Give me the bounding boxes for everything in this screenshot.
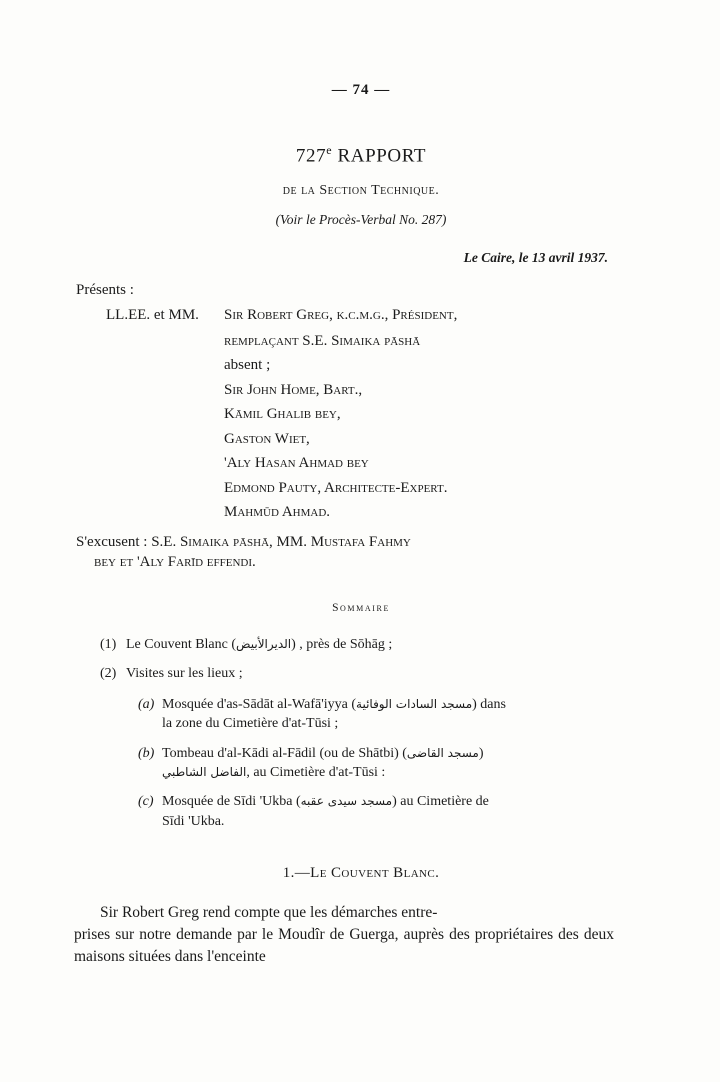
list-text-cont-label: , au Cimetière d'at-Tūsi :	[246, 764, 386, 780]
report-title-prefix: 727	[295, 145, 327, 167]
list-marker: (a)	[138, 696, 155, 712]
attendee-lead-in: LL.EE. et MM.	[106, 307, 199, 324]
arabic-term: مسجد سيدى عقبه	[300, 794, 393, 809]
list-item	[138, 744, 626, 783]
list-text: Visites sur les lieux ;	[126, 666, 243, 682]
attendee-name: Gaston Wiet,	[224, 430, 310, 447]
report-reference: (Voir le Procès-Verbal No. 287)	[275, 212, 447, 228]
list-text: Mosquée de Sīdi 'Ukba (	[162, 794, 301, 810]
report-title-rest: RAPPORT	[332, 145, 427, 167]
list-marker: (1)	[100, 637, 117, 653]
excused-names: S.E. Simaika pāshā, MM. Mustafa Fahmy	[147, 534, 411, 551]
list-item	[138, 792, 626, 831]
list-marker: (b)	[138, 745, 155, 761]
list-text: Tombeau d'al-Kādi al-Fādil (ou de Shātbi) (	[162, 745, 407, 761]
attendee-name: Kāmil Ghalib bey,	[224, 406, 341, 423]
section-heading: 1.—Le Couvent Blanc.	[282, 864, 440, 881]
list-text-cont	[162, 763, 626, 782]
arabic-term: مسجد السادات الوفائية	[356, 696, 473, 711]
report-title-ordinal: e	[326, 143, 333, 157]
list-text-after: )	[478, 745, 484, 761]
attendee-name: Sir John Home, Bart.,	[224, 381, 363, 398]
paragraph-first-line: Sir Robert Greg rend compte que les démarches entre-	[100, 903, 438, 921]
list-marker: (2)	[100, 666, 117, 682]
attendee-name: 'Aly Hasan Ahmad bey	[224, 455, 369, 472]
attendee-name: Sir Robert Greg, k.c.m.g., Président,	[224, 307, 458, 324]
list-text-after: ) , près de Sōhāg ;	[291, 637, 393, 653]
list-text-cont: Sīdi 'Ukba.	[162, 813, 225, 829]
list-text-after: ) au Cimetière de	[392, 794, 489, 810]
excused-list	[76, 533, 626, 572]
paragraph-rest: prises sur notre demande par le Moudîr de Guerga, auprès des propriétaires des deux maisons situées dans l'enceinte	[74, 925, 614, 965]
attendee-name: Edmond Pauty, Architecte-Expert.	[224, 479, 448, 496]
list-item	[100, 665, 626, 683]
list-text-after: ) dans	[472, 696, 506, 712]
report-title	[96, 143, 626, 167]
list-text: Mosquée d'as-Sādāt al-Wafā'iyya (	[162, 696, 357, 712]
page-number: — 74 —	[331, 82, 391, 98]
page-content	[74, 0, 626, 968]
summary-heading: Sommaire	[332, 602, 390, 615]
attendee-name: remplaçant S.E. Simaika pāshā	[224, 332, 421, 349]
arabic-term: مسجد القاضى	[406, 745, 479, 760]
present-label: Présents :	[76, 282, 134, 299]
attendee-row	[106, 307, 626, 325]
arabic-term: الديرالأبيض	[236, 637, 292, 652]
excused-label: S'excusent :	[76, 534, 148, 551]
list-text: Le Couvent Blanc (	[126, 637, 237, 653]
attendee-list	[106, 307, 626, 521]
excused-names-cont: bey et 'Aly Farīd effendi.	[94, 553, 256, 570]
list-item	[138, 695, 626, 734]
list-text-cont: la zone du Cimetière d'at-Tūsi ;	[162, 716, 339, 732]
attendee-name: Mahmūd Ahmad.	[224, 504, 331, 521]
report-subtitle: de la Section Technique.	[282, 183, 440, 199]
attendee-name: absent ;	[224, 357, 271, 374]
dateline: Le Caire, le 13 avril 1937.	[463, 250, 608, 266]
list-item	[100, 636, 626, 654]
body-paragraph	[74, 902, 614, 968]
summary-list	[96, 636, 626, 831]
list-marker: (c)	[138, 794, 154, 810]
arabic-term-secondary: الفاضل الشاطبي	[162, 764, 247, 779]
